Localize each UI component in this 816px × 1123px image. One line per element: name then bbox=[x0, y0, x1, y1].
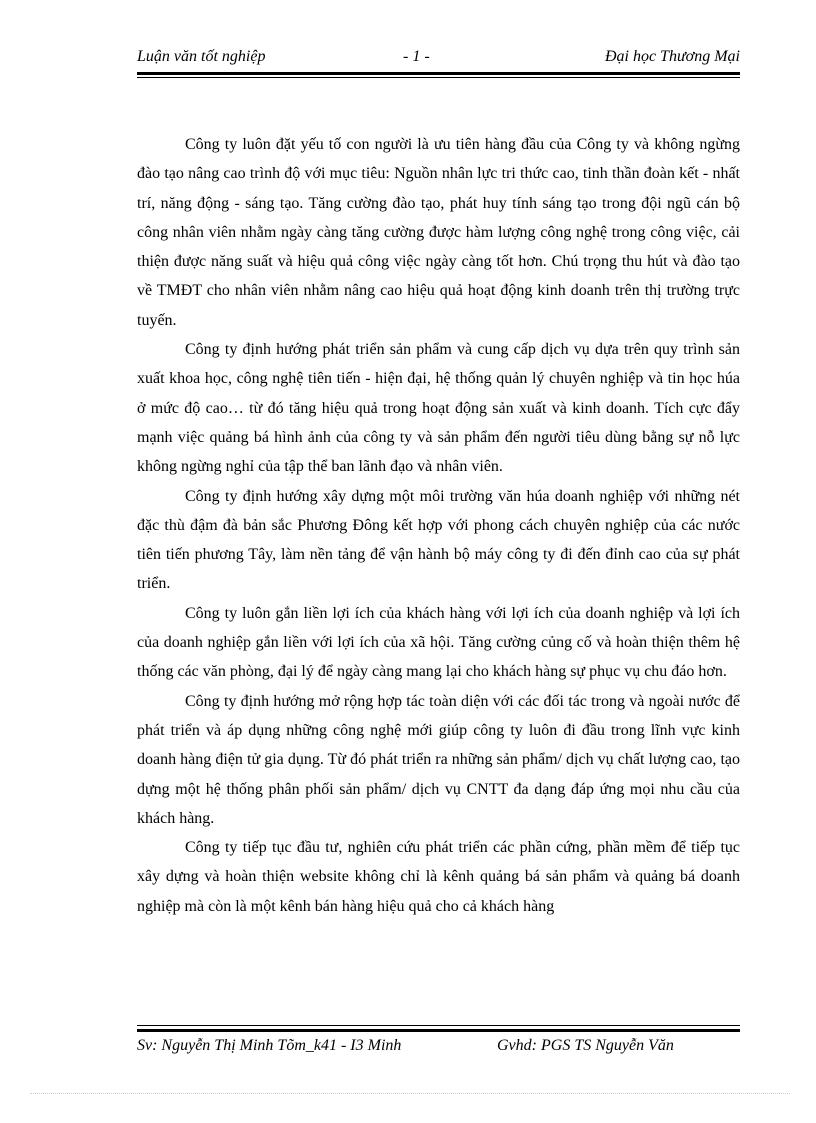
page-number: - 1 - bbox=[403, 48, 430, 65]
paragraph: Công ty định hướng phát triển sản phẩm và cung cấp dịch vụ dựa trên quy trình sản xuất khoa học, công nghệ tiên tiến - hiện đại, hệ thống quản lý chuyên nghiệp và tin học húa ở mức độ cao… từ đó tăng hiệu quả trong hoạt động sản xuất và kinh doanh. Tích cực đẩy mạnh việc quảng bá hình ảnh của công ty và sản phẩm đến người tiêu dùng bằng sự nỗ lực không ngừng nghỉ của tập thể ban lãnh đạo và nhân viên. bbox=[137, 341, 740, 476]
page-edge-divider bbox=[30, 1093, 790, 1094]
footer-rule-thick bbox=[137, 1029, 740, 1032]
footer-student: Sv: Nguyễn Thị Minh Tõm_k41 - I3 Minh bbox=[137, 1037, 402, 1054]
header-rule-thin bbox=[137, 77, 740, 78]
paragraph: Công ty luôn gắn liền lợi ích của khách hàng với lợi ích của doanh nghiệp và lợi ích của doanh nghiệp gắn liền với lợi ích của xã hội. Tăng cường củng cố và hoàn thiện thêm hệ thống các văn phòng, đại lý để ngày càng mang lại cho khách hàng sự phục vụ chu đáo hơn. bbox=[137, 604, 740, 681]
paragraph: Công ty luôn đặt yếu tố con người là ưu tiên hàng đầu của Công ty và không ngừng đào tạo nâng cao trình độ với mục tiêu: Nguồn nhân lực tri thức cao, tinh thần đoàn kết - nhất trí, năng động - sáng tạo. Tăng cường đào tạo, phát huy tính sáng tạo trong đội ngũ cán bộ công nhân viên nhằm ngày càng tăng cường được hàm lượng công nghệ trong công việc, cải thiện được năng suất và hiệu quả công việc ngày càng tốt hơn. Chú trọng thu hút và đào tạo về TMĐT cho nhân viên nhằm nâng cao hiệu quả hoạt động kinh doanh trên thị trường trực tuyến. bbox=[137, 136, 740, 329]
header-thesis-label: Luận văn tốt nghiệp bbox=[137, 48, 266, 65]
header-university: Đại học Thương Mại bbox=[604, 48, 740, 65]
paragraph: Công ty tiếp tục đầu tư, nghiên cứu phát triển các phần cứng, phần mềm để tiếp tục xây dựng và hoàn thiện website không chỉ là kênh quảng bá sản phẩm và quảng bá doanh nghiệp mà còn là một kênh bán hàng hiệu quả cho cả khách hàng bbox=[137, 839, 740, 915]
document-body bbox=[137, 130, 740, 921]
header-rule-thick bbox=[137, 72, 740, 75]
paragraph: Công ty định hướng mở rộng hợp tác toàn diện với các đối tác trong và ngoài nước để phát triển và áp dụng những công nghệ mới giúp công ty luôn đi đầu trong lĩnh vực kinh doanh hàng điện tử gia dụng. Từ đó phát triển ra những sản phẩm/ dịch vụ chất lượng cao, tạo dựng một hệ thống phân phối sản phẩm/ dịch vụ CNTT đa dạng đáp ứng mọi nhu cầu của khách hàng. bbox=[137, 692, 740, 827]
page-header bbox=[137, 46, 740, 72]
footer-rule-thin bbox=[137, 1025, 740, 1026]
footer-advisor: Gvhd: PGS TS Nguyễn Văn bbox=[497, 1037, 674, 1054]
paragraph: Công ty định hướng xây dựng một môi trường văn húa doanh nghiệp với những nét đặc thù đậm đà bản sắc Phương Đông kết hợp với phong cách chuyên nghiệp của các nước tiên tiến phương Tây, làm nền tảng để vận hành bộ máy công ty đi đến đỉnh cao của sự phát triển. bbox=[137, 487, 740, 593]
